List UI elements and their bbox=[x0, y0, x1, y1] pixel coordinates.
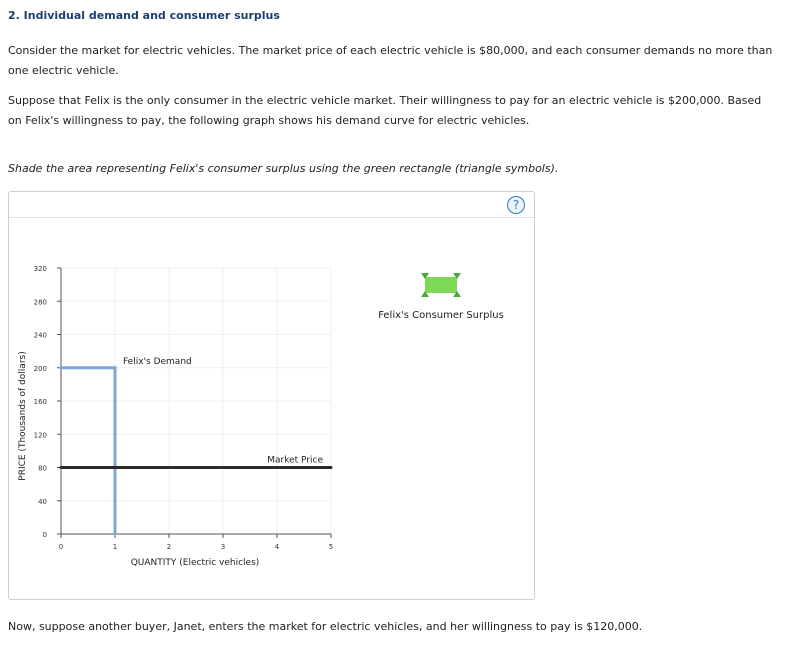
shading-instruction: Shade the area representing Felix's consumer surplus using the green rectangle (triangle symbols). bbox=[8, 162, 559, 175]
x-tick-label: 1 bbox=[112, 543, 118, 551]
graph-panel bbox=[8, 191, 535, 600]
y-tick-label: 40 bbox=[38, 497, 47, 506]
felix-demand-curve[interactable] bbox=[61, 368, 115, 534]
janet-intro-text: Now, suppose another buyer, Janet, enters the market for electric vehicles, and her willingness to pay is $120,000. bbox=[8, 620, 643, 633]
demand-curve-point bbox=[60, 366, 63, 369]
y-tick-label: 0 bbox=[42, 531, 47, 539]
consumer-surplus-tool[interactable] bbox=[421, 273, 461, 297]
chart-grid bbox=[61, 268, 331, 534]
x-tick-label: 2 bbox=[166, 543, 172, 551]
help-button[interactable]: ? bbox=[507, 196, 525, 214]
demand-curve-label: Felix's Demand bbox=[123, 356, 192, 367]
y-tick-label: 160 bbox=[33, 398, 47, 406]
chart-labels bbox=[18, 265, 333, 568]
demand-curve-point bbox=[114, 366, 117, 369]
chart-axes bbox=[57, 268, 331, 538]
x-tick-label: 0 bbox=[58, 543, 64, 551]
market-price-label: Market Price bbox=[267, 455, 323, 466]
y-axis-title: PRICE (Thousands of dollars) bbox=[18, 351, 28, 481]
felix-intro-text: Suppose that Felix is the only consumer in the electric vehicle market. Their willingness to pay for an electric vehicle is $200,000. Based on Felix's willingness to pay, the following graph shows his demand curve for electric vehicles. bbox=[8, 94, 762, 127]
y-tick-label: 240 bbox=[33, 331, 47, 340]
y-tick-label: 120 bbox=[33, 431, 47, 440]
chart-series bbox=[60, 366, 333, 535]
x-tick-label: 4 bbox=[274, 543, 280, 551]
demand-curve-point bbox=[114, 533, 117, 536]
market-price-point bbox=[60, 466, 63, 469]
y-tick-label: 320 bbox=[33, 265, 47, 273]
x-tick-label: 5 bbox=[328, 543, 334, 551]
y-tick-label: 200 bbox=[33, 364, 47, 373]
consumer-surplus-label: Felix's Consumer Surplus bbox=[378, 310, 504, 321]
consumer-surplus-swatch[interactable] bbox=[425, 277, 457, 293]
market-price-point bbox=[330, 466, 333, 469]
y-tick-label: 80 bbox=[38, 464, 47, 473]
x-axis-title: QUANTITY (Electric vehicles) bbox=[130, 558, 260, 568]
market-intro-text: Consider the market for electric vehicles. The market price of each electric vehicle is $80,000, and each consumer demands no more than one electric vehicle. bbox=[8, 44, 773, 77]
demand-graph bbox=[9, 192, 534, 599]
y-tick-label: 280 bbox=[33, 298, 47, 307]
section-heading: 2. Individual demand and consumer surplus bbox=[8, 9, 280, 22]
x-tick-label: 3 bbox=[220, 543, 226, 551]
